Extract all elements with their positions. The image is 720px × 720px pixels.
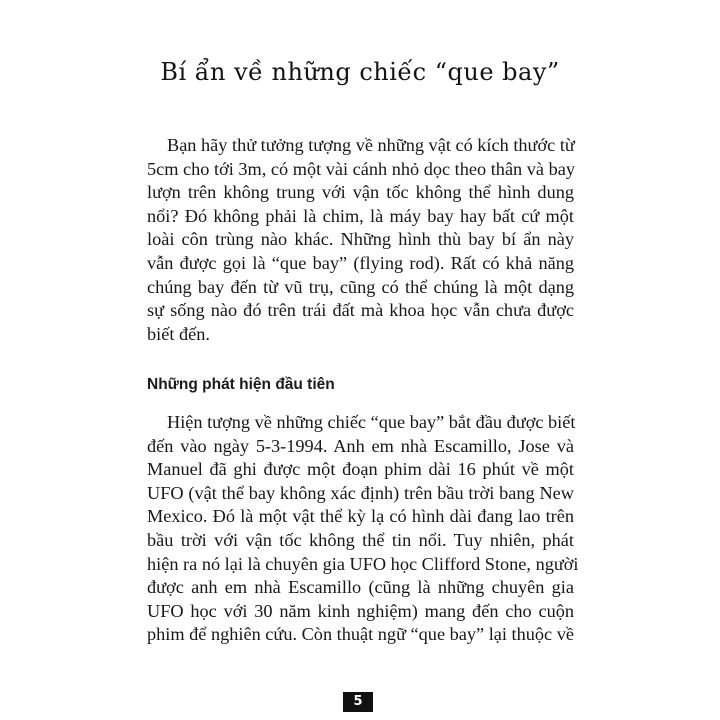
paragraph-line: lượn trên không trung với vận tốc không thể hình dung bbox=[147, 182, 574, 203]
paragraph-line: nổi? Đó không phải là chim, là máy bay hay bất cứ một bbox=[147, 205, 574, 226]
paragraph-line: biết đến. bbox=[147, 323, 210, 344]
paragraph-line: Mexico. Đó là một vật thể kỳ lạ có hình dài đang lao trên bbox=[147, 506, 574, 527]
paragraph-line: chúng bay đến từ vũ trụ, cũng có thể chúng là một dạng bbox=[147, 276, 574, 297]
paragraph-line: phim để nghiên cứu. Còn thuật ngữ “que bay” lại thuộc về bbox=[147, 624, 574, 645]
paragraph-line: Manuel đã ghi được một đoạn phim dài 16 phút về một bbox=[147, 459, 574, 480]
paragraph-line: 5cm cho tới 3m, có một vài cánh nhỏ dọc theo thân và bay bbox=[147, 158, 575, 179]
paragraph-line: hiện ra nó lại là chuyên gia UFO học Clifford Stone, người bbox=[147, 553, 579, 574]
paragraph-line: UFO (vật thể bay không xác định) trên bầu trời bang New bbox=[147, 482, 574, 503]
paragraph-line: sự sống nào đó trên trái đất mà khoa học vẫn chưa được bbox=[147, 300, 574, 321]
section-heading: Những phát hiện đầu tiên bbox=[147, 376, 335, 393]
paragraph-line: Hiện tượng về những chiếc “que bay” bắt đầu được biết bbox=[167, 412, 576, 432]
paragraph-line: Bạn hãy thử tưởng tượng về những vật có kích thước từ bbox=[167, 135, 575, 155]
page-number-badge: 5 bbox=[343, 692, 373, 712]
page-title: Bí ẩn về những chiếc “que bay” bbox=[160, 58, 560, 86]
section-paragraph bbox=[147, 411, 579, 647]
paragraph-line: đến vào ngày 5-3-1994. Anh em nhà Escamillo, Jose và bbox=[147, 435, 574, 456]
paragraph-line: vẫn được gọi là “que bay” (flying rod). Rất có khả năng bbox=[147, 252, 574, 273]
paragraph-line: loài côn trùng nào khác. Những hình thù bay bí ẩn này bbox=[147, 229, 574, 250]
paragraph-line: bầu trời với vận tốc không thể tin nổi. Tuy nhiên, phát bbox=[147, 529, 574, 550]
paragraph-line: được anh em nhà Escamillo (cũng là những chuyên gia bbox=[147, 577, 574, 598]
intro-paragraph bbox=[147, 134, 574, 346]
paragraph-line: UFO học với 30 năm kinh nghiệm) mang đến cho cuộn bbox=[147, 600, 574, 621]
